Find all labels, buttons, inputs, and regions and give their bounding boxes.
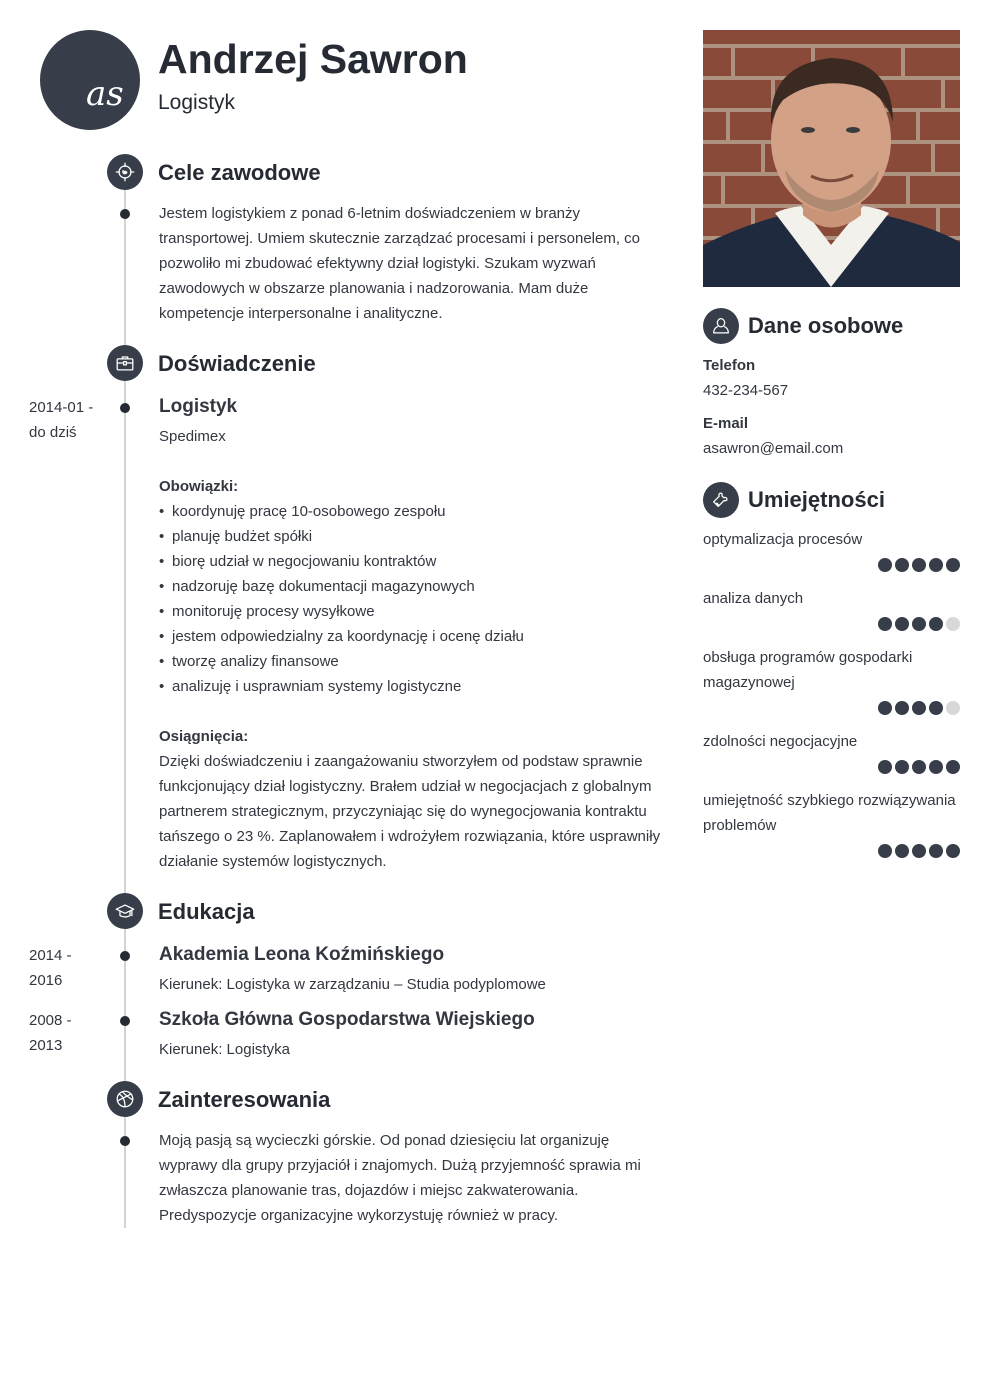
timeline-dot — [120, 403, 130, 413]
rating-dot-filled — [878, 701, 892, 715]
achievements-text: Dzięki doświadczeniu i zaangażowaniu stworzyłem od podstaw sprawnie funkcjonujący dział logistyczny. Brałem udział w negocjacjach z globalnym partnerem strategicznym, przyczyniając się do wynegocjowania kontraktu tańszego o 23 %. Zaplanowałem i wdrożyłem rozwiązania, które usprawniły działanie systemów logistycznych. — [159, 753, 661, 870]
rating-dot-filled — [929, 760, 943, 774]
experience-date-end: do dziś — [29, 424, 77, 441]
timeline-dot — [120, 209, 130, 219]
education-field: Kierunek: Logistyka — [159, 1041, 290, 1058]
rating-dot-filled — [912, 844, 926, 858]
duty-item: • monitoruję procesy wysyłkowe — [159, 599, 524, 624]
experience-date-start: 2014-01 - — [29, 399, 94, 416]
duty-item: • tworzę analizy finansowe — [159, 649, 524, 674]
candidate-name: Andrzej Sawron — [158, 36, 468, 82]
duty-item: • nadzoruję bazę dokumentacji magazynowych — [159, 574, 524, 599]
education-field: Kierunek: Logistyka w zarządzaniu – Studia podyplomowe — [159, 976, 546, 993]
timeline-line — [124, 185, 126, 1228]
timeline-dot — [120, 951, 130, 961]
timeline-dot — [120, 1136, 130, 1146]
skill-item — [703, 586, 960, 631]
section-title-interests: Zainteresowania — [158, 1087, 331, 1112]
skill-name: obsługa programów gospodarki magazynowej — [703, 649, 913, 691]
rating-dot-filled — [895, 701, 909, 715]
skill-item — [703, 788, 960, 858]
graduation-cap-icon — [107, 893, 143, 929]
rating-dot-filled — [895, 760, 909, 774]
basketball-icon — [107, 1081, 143, 1117]
education-date-end: 2013 — [29, 1037, 63, 1054]
experience-position: Logistyk — [159, 396, 238, 417]
rating-dot-empty — [946, 617, 960, 631]
skill-rating — [703, 617, 960, 631]
rating-dot-filled — [895, 844, 909, 858]
rating-dot-filled — [946, 558, 960, 572]
education-date-start: 2014 - — [29, 947, 72, 964]
monogram-avatar — [40, 30, 140, 130]
rating-dot-filled — [946, 760, 960, 774]
section-title-goals: Cele zawodowe — [158, 160, 321, 185]
rating-dot-filled — [878, 760, 892, 774]
candidate-job-title: Logistyk — [158, 91, 236, 114]
puzzle-icon — [703, 482, 739, 518]
skill-item — [703, 645, 960, 715]
goals-text: Jestem logistykiem z ponad 6-letnim doświadczeniem w branży transportowej. Umiem skutecznie zarządzać procesami i personelem, co pozwoliło mi zbudować efektywny dział logistyki. Szukam wyzwań zawodowych w obszarze planowania i nadzorowania. Mam duże kompetencje interpersonalne i analityczne. — [159, 205, 641, 322]
duty-item: • jestem odpowiedzialny za koordynację i ocenę działu — [159, 624, 524, 649]
duty-item: • biorę udział w negocjowaniu kontraktów — [159, 549, 524, 574]
duty-item: • analizuję i usprawniam systemy logistyczne — [159, 674, 524, 699]
monogram-initials: as — [86, 74, 124, 114]
skill-rating — [703, 558, 960, 572]
rating-dot-empty — [946, 701, 960, 715]
rating-dot-filled — [912, 617, 926, 631]
rating-dot-filled — [929, 558, 943, 572]
skill-rating — [703, 844, 960, 858]
rating-dot-filled — [912, 760, 926, 774]
phone-value: 432-234-567 — [703, 382, 789, 399]
skill-name: umiejętność szybkiego rozwiązywania problemów — [703, 792, 956, 834]
education-date-end: 2016 — [29, 972, 63, 989]
profile-photo — [703, 30, 960, 287]
experience-company: Spedimex — [159, 428, 226, 445]
education-date-start: 2008 - — [29, 1012, 72, 1029]
duty-item: • koordynuję pracę 10-osobowego zespołu — [159, 499, 524, 524]
rating-dot-filled — [895, 617, 909, 631]
email-value: asawron@email.com — [703, 440, 844, 457]
duties-list — [159, 499, 524, 699]
rating-dot-filled — [912, 701, 926, 715]
interests-text: Moją pasją są wycieczki górskie. Od ponad dziesięciu lat organizuję wyprawy dla grupy przyjaciół i znajomych. Dużą przyjemność sprawia mi zwłaszcza planowanie tras, dojazdów i miejsc zakwaterowania. Predyspozycje organizacyjne wykorzystuję również w pracy. — [159, 1132, 641, 1224]
rating-dot-filled — [929, 617, 943, 631]
education-school: Szkoła Główna Gospodarstwa Wiejskiego — [159, 1009, 535, 1030]
skill-rating — [703, 760, 960, 774]
rating-dot-filled — [878, 617, 892, 631]
email-label: E-mail — [703, 415, 749, 432]
briefcase-icon — [107, 345, 143, 381]
rating-dot-filled — [929, 701, 943, 715]
rating-dot-filled — [878, 558, 892, 572]
achievements-label: Osiągnięcia: — [159, 728, 249, 745]
skill-rating — [703, 701, 960, 715]
section-title-experience: Doświadczenie — [158, 351, 316, 376]
skill-name: optymalizacja procesów — [703, 531, 863, 548]
rating-dot-filled — [946, 844, 960, 858]
skill-name: zdolności negocjacyjne — [703, 733, 858, 750]
section-title-education: Edukacja — [158, 899, 255, 924]
section-title-skills: Umiejętności — [748, 487, 885, 512]
skill-name: analiza danych — [703, 590, 804, 607]
education-school: Akademia Leona Koźmińskiego — [159, 944, 445, 965]
rating-dot-filled — [895, 558, 909, 572]
rating-dot-filled — [878, 844, 892, 858]
rating-dot-filled — [929, 844, 943, 858]
phone-label: Telefon — [703, 357, 756, 374]
target-icon — [107, 154, 143, 190]
skill-item — [703, 527, 960, 572]
timeline-dot — [120, 1016, 130, 1026]
rating-dot-filled — [912, 558, 926, 572]
duty-item: • planuję budżet spółki — [159, 524, 524, 549]
duties-label: Obowiązki: — [159, 478, 239, 495]
user-icon — [703, 308, 739, 344]
skill-item — [703, 729, 960, 774]
section-title-personal: Dane osobowe — [748, 313, 904, 338]
